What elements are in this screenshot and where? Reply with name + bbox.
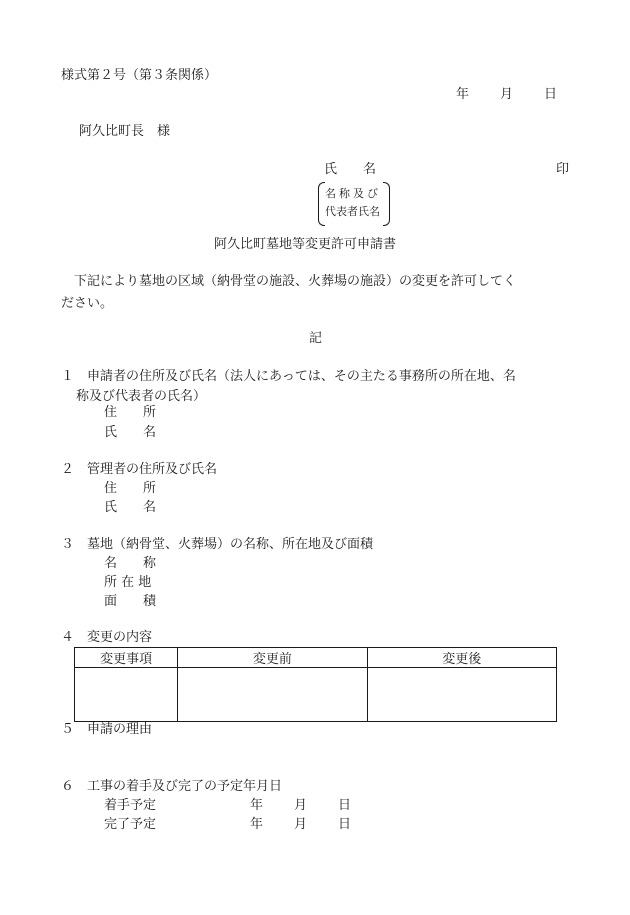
cell-before <box>178 668 367 722</box>
cell-change-item <box>75 668 178 722</box>
section-4-heading: ４ 変更の内容 <box>61 630 153 645</box>
section-1-heading-line-1: １ 申請者の住所及び氏名（法人にあっては、その主たる事務所の所在地、名 <box>61 369 516 384</box>
header-before: 変更前 <box>178 648 367 668</box>
section-3-designation-label: 名 称 <box>104 556 157 571</box>
cell-after <box>367 668 556 722</box>
header-change-item: 変更事項 <box>75 648 178 668</box>
section-2-address-label: 住 所 <box>104 481 157 496</box>
table-header-row <box>75 648 557 668</box>
bracket-left <box>318 182 325 226</box>
start-year: 年 <box>250 798 264 813</box>
intro-line-1: 下記により墓地の区域（納骨堂の施設、火葬場の施設）の変更を許可してく <box>61 274 517 289</box>
intro-line-2: ださい。 <box>61 296 114 311</box>
ki-heading: 記 <box>309 331 323 346</box>
representative-bracket <box>318 182 390 226</box>
document-title: 阿久比町墓地等変更許可申請書 <box>214 237 397 252</box>
section-1-name-label: 氏 名 <box>104 425 157 440</box>
table-row <box>75 668 557 722</box>
start-label: 着手予定 <box>104 798 157 813</box>
end-month: 月 <box>294 817 308 832</box>
changes-table <box>74 647 557 722</box>
end-day: 日 <box>338 817 352 832</box>
form-number: 様式第２号（第３条関係） <box>61 68 218 83</box>
section-3-location-label: 所 在 地 <box>104 575 152 590</box>
start-day: 日 <box>338 798 352 813</box>
seal-mark: 印 <box>556 162 570 177</box>
date-day: 日 <box>544 87 558 102</box>
addressee: 阿久比町長 様 <box>79 124 171 139</box>
end-label: 完了予定 <box>104 817 157 832</box>
date-month: 月 <box>500 87 514 102</box>
section-5-heading: ５ 申請の理由 <box>61 722 153 737</box>
bracket-right <box>383 182 390 226</box>
section-3-heading: ３ 墓地（納骨堂、火葬場）の名称、所在地及び面積 <box>61 537 374 552</box>
section-1-address-label: 住 所 <box>104 405 157 420</box>
bracket-line-1: 名称及び <box>325 187 381 200</box>
start-month: 月 <box>294 798 308 813</box>
section-6-heading: ６ 工事の着手及び完了の予定年月日 <box>61 779 283 794</box>
date-year: 年 <box>456 87 470 102</box>
section-3-area-label: 面 積 <box>104 594 157 609</box>
section-2-heading: ２ 管理者の住所及び氏名 <box>61 462 218 477</box>
bracket-line-2: 代表者氏名 <box>325 205 380 218</box>
applicant-name-label: 氏 名 <box>324 162 377 177</box>
section-1-heading-line-2: 称及び代表者の氏名） <box>76 389 207 404</box>
header-after: 変更後 <box>367 648 556 668</box>
end-year: 年 <box>250 817 264 832</box>
section-2-name-label: 氏 名 <box>104 500 157 515</box>
